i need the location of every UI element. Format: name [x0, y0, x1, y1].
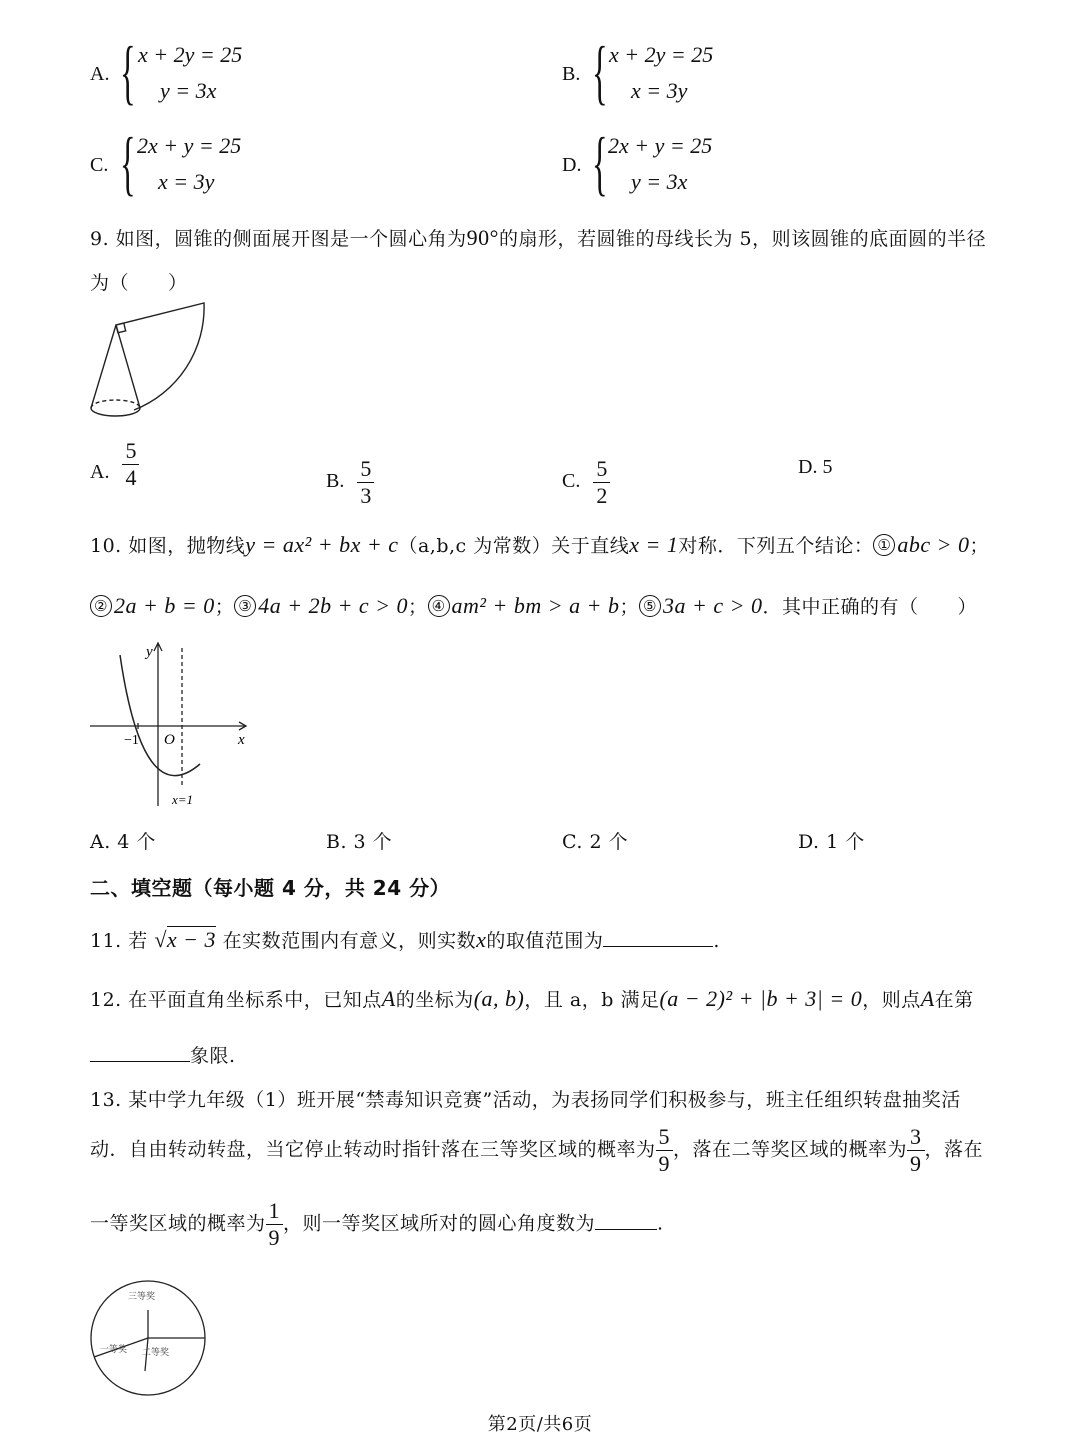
q12-suffix: 在第 [934, 989, 974, 1011]
q9-option-a-fraction: $\frac{5}{4}$ [122, 438, 139, 491]
q10-option-d: D. 1 个 [798, 831, 865, 853]
q8-option-a-eq2: y = 3x [160, 78, 217, 103]
q9-option-b-label: B. [326, 470, 345, 493]
q10-conclusion-4: am² + bm > a + b [451, 593, 620, 618]
q8-option-c-brace: { [120, 123, 136, 203]
first-prize-label: 一等奖 [100, 1345, 128, 1355]
q12-mid: 的坐标为 [395, 989, 474, 1011]
q12-stem-line1 [90, 985, 974, 1012]
q8-option-a-label: A. [90, 63, 110, 85]
q11-answer-blank [603, 928, 713, 947]
q8-option-b-brace: { [592, 32, 608, 112]
q12-answer-blank [90, 1043, 190, 1062]
neg-one-label: −1 [124, 733, 139, 748]
q9-option-c-fraction: $\frac{5}{2}$ [593, 456, 610, 509]
q9-option-c [562, 456, 610, 509]
q13-fraction-first: $\frac{1}{9}$ [266, 1198, 284, 1251]
q10-conclusion-5-marker: ⑤ [639, 595, 661, 617]
q10-conclusion-1-marker: ① [873, 534, 895, 556]
q13-text-b: ，落在二等奖区域的概率为 [673, 1138, 908, 1161]
q13-stem-line2 [90, 1124, 983, 1177]
y-axis-label: y [146, 644, 153, 660]
q11-prefix: 11. 若 [90, 930, 148, 952]
q12-point-a-2: A [920, 986, 935, 1011]
q13-stem-line3 [90, 1198, 664, 1251]
q9-option-b-fraction: $\frac{5}{3}$ [357, 456, 374, 509]
q9-text-a: 9. 如图，圆锥的侧面展开图是一个圆心角为 [90, 228, 467, 250]
q8-option-a-eq1: x + 2y = 25 [138, 42, 243, 67]
parabola-curve [120, 655, 200, 776]
q13-text-e: ，则一等奖区域所对的圆心角度数为 [283, 1212, 596, 1235]
q9-stem-line2: 为（ ） [90, 272, 188, 294]
q9-cone-diagram [86, 300, 216, 422]
q10-stem-line1: 10. 如图，抛物线y = ax² + bx + c（a,b,c 为常数）关于直线x = 1对称．下列五个结论： ① abc > 0； [90, 532, 990, 557]
q10-paren: （a,b,c 为常数）关于直线 [398, 535, 630, 557]
q10-stem-line2: ② 2a + b = 0； ③ 4a + 2b + c > 0； ④ am² + bm > a + b； ⑤ 3a + c > 0．其中正确的有（ ） [90, 592, 977, 619]
q10-conclusion-3: 4a + 2b + c > 0 [258, 593, 409, 618]
q8-option-b-label: B. [562, 63, 581, 85]
q9-option-b [326, 456, 374, 509]
q10-parabola-graph [88, 638, 258, 810]
sector-outline [116, 303, 204, 410]
q10-text-a: 10. 如图，抛物线 [90, 535, 246, 557]
q13-text-c: ，落在 [924, 1138, 984, 1161]
q13-text-d: 一等奖区域的概率为 [90, 1212, 266, 1235]
q11-stem [90, 926, 720, 953]
q11-mid: 在实数范围内有意义，则实数 [222, 930, 477, 952]
q11-var: x [476, 927, 487, 952]
q13-fraction-third: $\frac{5}{9}$ [656, 1124, 674, 1177]
q13-stem-line1: 13. 某中学九年级（1）班开展“禁毒知识竞赛”活动，为表扬同学们积极参与，班主任组织转盘抽奖活 [90, 1089, 961, 1111]
q10-conclusion-2-marker: ② [90, 595, 112, 617]
section-2-title: 二、填空题（每小题 4 分，共 24 分） [90, 876, 451, 900]
symmetry-axis-label: x=1 [172, 792, 194, 807]
q8-option-d-eq2: y = 3x [631, 169, 688, 194]
q13-spinner-wheel [88, 1278, 208, 1398]
q10-option-a: A. 4 个 [90, 831, 156, 853]
q8-option-c-label: C. [90, 154, 109, 176]
q13-fraction-second: $\frac{3}{9}$ [907, 1124, 925, 1177]
page-footer: 第2页/共6页 [487, 1414, 593, 1435]
q8-option-b-eq1: x + 2y = 25 [609, 42, 714, 67]
q12-line2: 象限. [190, 1045, 236, 1067]
q13-text-a: 动．自由转动转盘，当它停止转动时指针落在三等奖区域的概率为 [90, 1138, 656, 1161]
q12-prefix: 12. 在平面直角坐标系中，已知点 [90, 989, 382, 1011]
q8-option-c-eq1: 2x + y = 25 [137, 133, 242, 158]
q12-mid3: ，则点 [862, 989, 921, 1011]
q12-coord: (a, b) [473, 986, 525, 1011]
q8-option-c-eq2: x = 3y [158, 169, 215, 194]
q10-conclusion-1: abc > 0 [897, 532, 970, 557]
x-axis-label: x [238, 732, 245, 748]
q12-expr: (a − 2)² + |b + 3| = 0 [659, 986, 863, 1011]
q13-answer-blank [595, 1211, 657, 1230]
q8-option-d-label: D. [562, 154, 582, 176]
q11-radical: √x − 3 [154, 927, 217, 952]
q10-equation: y = ax² + bx + c [245, 532, 399, 557]
q8-option-b-eq2: x = 3y [631, 78, 688, 103]
q11-end: . [713, 930, 720, 952]
q13-end: . [657, 1212, 664, 1235]
q8-option-a-brace: { [120, 32, 136, 112]
q9-option-a-label: A. [90, 461, 110, 484]
q9-option-c-label: C. [562, 470, 581, 493]
q9-option-a [90, 438, 139, 491]
q10-conclusion-3-marker: ③ [234, 595, 256, 617]
q9-angle: 90° [466, 225, 499, 250]
q10-conclusion-5: 3a + c > 0 [662, 593, 763, 618]
q10-conclusion-4-marker: ④ [428, 595, 450, 617]
origin-label: O [164, 732, 175, 748]
q10-option-b: B. 3 个 [326, 831, 393, 853]
q10-text-b: 对称．下列五个结论： [678, 535, 874, 557]
q12-stem-line2 [90, 1041, 236, 1068]
q10-conclusion-2: 2a + b = 0 [114, 593, 215, 618]
q12-point-a: A [381, 986, 396, 1011]
q12-mid2: ，且 a，b 满足 [524, 989, 660, 1011]
q9-text-b: 的扇形，若圆锥的母线长为 5，则该圆锥的底面圆的半径 [498, 228, 987, 250]
q10-tail: ．其中正确的有（ ） [762, 596, 977, 618]
q10-axis-eq: x = 1 [629, 532, 679, 557]
second-prize-label: 二等奖 [142, 1348, 170, 1358]
q11-suffix: 的取值范围为 [486, 930, 604, 952]
q9-option-d: D. 5 [798, 456, 833, 478]
q8-option-d-eq1: 2x + y = 25 [608, 133, 713, 158]
q8-option-d-brace: { [592, 123, 608, 203]
q9-stem-line1 [90, 224, 986, 251]
third-prize-label: 三等奖 [128, 1292, 156, 1302]
q10-option-c: C. 2 个 [562, 831, 629, 853]
